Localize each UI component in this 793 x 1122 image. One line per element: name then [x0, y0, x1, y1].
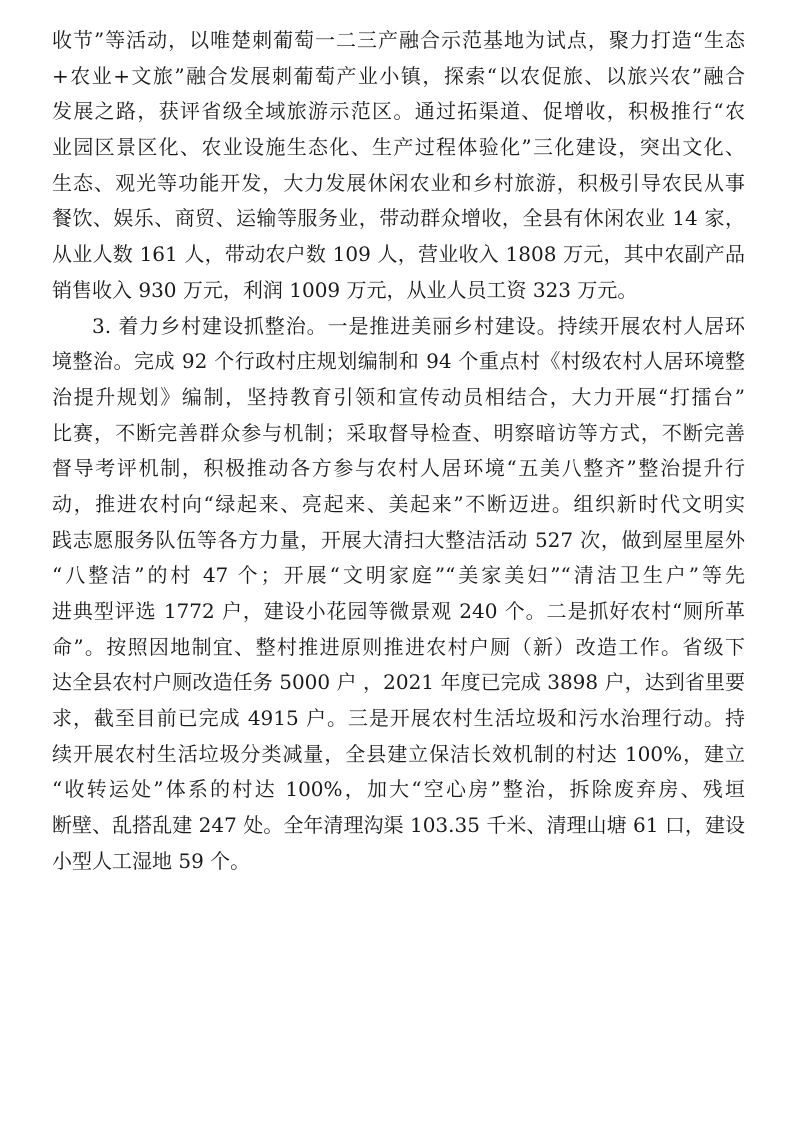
text-line: 求，截至目前已完成 4915 户。三是开展农村生活垃圾和污水治理行动。持 [52, 706, 745, 731]
text-line: 餐饮、娱乐、商贸、运输等服务业，带动群众增收，全县有休闲农业 14 家， [52, 206, 745, 231]
paragraph-rural-construction [52, 309, 745, 880]
text-line: 进典型评选 1772 户，建设小花园等微景观 240 个。二是抓好农村“厕所革 [52, 599, 745, 623]
text-line: 3. 着力乡村建设抓整治。一是推进美丽乡村建设。持续开展农村人居环 [92, 313, 745, 338]
document-page [52, 23, 745, 880]
text-line: 命”。按照因地制宜、整村推进原则推进农村户厕（新）改造工作。省级下 [52, 634, 745, 659]
text-line: 小型人工湿地 59 个。 [52, 848, 251, 873]
text-line: 收节”等活动，以唯楚刺葡萄一二三产融合示范基地为试点，聚力打造“生态 [52, 28, 745, 52]
text-line: 践志愿服务队伍等各方力量，开展大清扫大整洁活动 527 次，做到屋里屋外 [52, 527, 745, 552]
text-line: “收转运处”体系的村达 100%，加大“空心房”整治，拆除废弃房、残垣 [52, 777, 745, 802]
paragraph-tourism [52, 23, 745, 309]
text-line: +农业+文旅”融合发展刺葡萄产业小镇，探索“以农促旅、以旅兴农”融合 [52, 63, 745, 88]
text-line: 业园区景区化、农业设施生态化、生产过程体验化”三化建设，突出文化、 [52, 135, 745, 160]
text-line: 比赛，不断完善群众参与机制；采取督导检查、明察暗访等方式，不断完善 [52, 420, 745, 445]
text-line: 销售收入 930 万元，利润 1009 万元，从业人员工资 323 万元。 [52, 277, 638, 302]
text-line: 断壁、乱搭乱建 247 处。全年清理沟渠 103.35 千米、清理山塘 61 口，建设 [52, 813, 745, 838]
text-line: 发展之路，获评省级全域旅游示范区。通过拓渠道、促增收，积极推行“农 [52, 99, 745, 124]
text-line: 达全县农村户厕改造任务 5000 户 ，2021 年度已完成 3898 户，达到省里要 [52, 670, 745, 695]
text-line: 治提升规划》编制，坚持教育引领和宣传动员相结合，大力开展“打擂台” [52, 384, 745, 409]
text-line: 动，推进农村向“绿起来、亮起来、美起来”不断迈进。组织新时代文明实 [52, 491, 745, 516]
text-line: 生态、观光等功能开发，大力发展休闲农业和乡村旅游，积极引导农民从事 [52, 170, 745, 195]
text-line: 督导考评机制，积极推动各方参与农村人居环境“五美八整齐”整治提升行 [52, 456, 745, 481]
text-line: 境整治。完成 92 个行政村庄规划编制和 94 个重点村《村级农村人居环境整 [52, 349, 745, 374]
text-line: 续开展农村生活垃圾分类减量，全县建立保洁长效机制的村达 100%，建立 [52, 741, 745, 766]
text-line: “八整洁”的村 47 个；开展“文明家庭”“美家美妇”“清洁卫生户”等先 [52, 563, 745, 588]
text-line: 从业人数 161 人，带动农户数 109 人，营业收入 1808 万元，其中农副产品 [52, 242, 745, 267]
